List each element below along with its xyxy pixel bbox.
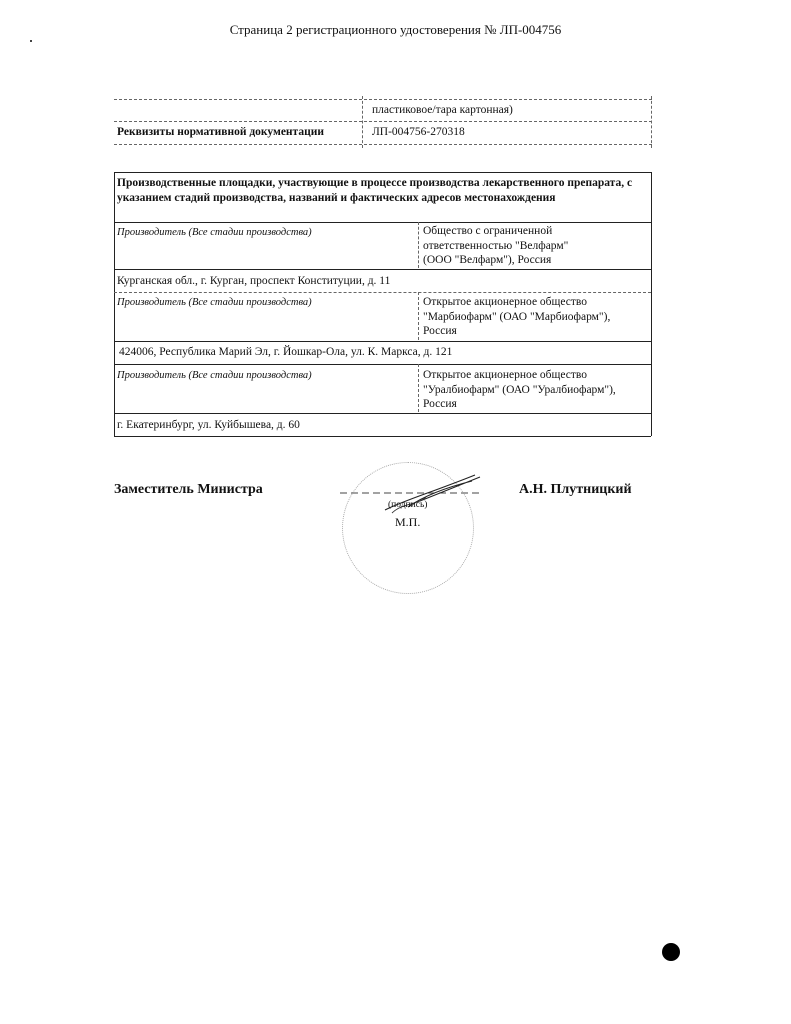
seal-caption: М.П.: [395, 515, 421, 529]
table-border: [114, 172, 651, 173]
divider: [362, 96, 363, 148]
signature-caption: (подпись): [388, 500, 428, 510]
row-divider: [114, 222, 651, 223]
sites-heading: Производственные площадки, участвующие в процессе производства лекарственного препарата, с указанием стадий производства, названий и фактических адресов местонахождения: [117, 177, 633, 204]
table-border: [114, 436, 651, 437]
site-3-company: [423, 368, 616, 412]
page-header: Страница 2 регистрационного удостоверения № ЛП-004756: [229, 22, 562, 37]
row-divider: [114, 413, 651, 414]
site-2-company-line: Россия: [423, 325, 457, 337]
site-3-company-line: "Уралбиофарм" (ОАО "Уралбиофарм"),: [423, 383, 616, 396]
site-1-company-line: (ООО "Велфарм"), Россия: [423, 254, 552, 266]
normdoc-label: Реквизиты нормативной документации: [117, 126, 324, 138]
row-divider: [114, 292, 651, 293]
divider: [114, 99, 652, 100]
site-1-company-line: Общество с ограниченной: [423, 225, 553, 237]
signer-position: Заместитель Министра: [114, 482, 263, 497]
divider: [114, 121, 652, 122]
packaging-text: пластиковое/тара картонная): [372, 104, 513, 116]
site-2-address: 424006, Республика Марий Эл, г. Йошкар-Ола, ул. К. Маркса, д. 121: [119, 346, 453, 358]
divider: [114, 144, 652, 145]
site-3-company-line: Открытое акционерное общество: [423, 369, 587, 381]
row-divider: [114, 341, 651, 342]
divider: [651, 96, 652, 148]
table-border: [651, 172, 652, 436]
site-1-address: Курганская обл., г. Курган, проспект Конституции, д. 11: [117, 275, 391, 287]
site-1-role: Производитель (Все стадии производства): [117, 227, 312, 238]
site-3-role: Производитель (Все стадии производства): [117, 370, 312, 381]
row-divider: [114, 364, 651, 365]
signer-name: А.Н. Плутницкий: [519, 482, 632, 497]
punch-hole-mark: [662, 943, 680, 961]
site-2-role: Производитель (Все стадии производства): [117, 297, 312, 308]
divider: [418, 292, 419, 340]
site-2-company: [423, 295, 610, 339]
scan-speck: [30, 40, 32, 42]
site-1-company: [423, 224, 568, 268]
divider: [418, 222, 419, 268]
site-2-company-line: "Марбиофарм" (ОАО "Марбиофарм"),: [423, 310, 611, 323]
site-1-company-line: ответственностью "Велфарм": [423, 239, 569, 252]
normdoc-value: ЛП-004756-270318: [372, 126, 465, 138]
site-2-company-line: Открытое акционерное общество: [423, 296, 587, 308]
divider: [418, 364, 419, 412]
table-border: [114, 172, 115, 436]
row-divider: [114, 269, 651, 270]
site-3-address: г. Екатеринбург, ул. Куйбышева, д. 60: [117, 419, 300, 431]
site-3-company-line: Россия: [423, 398, 457, 410]
